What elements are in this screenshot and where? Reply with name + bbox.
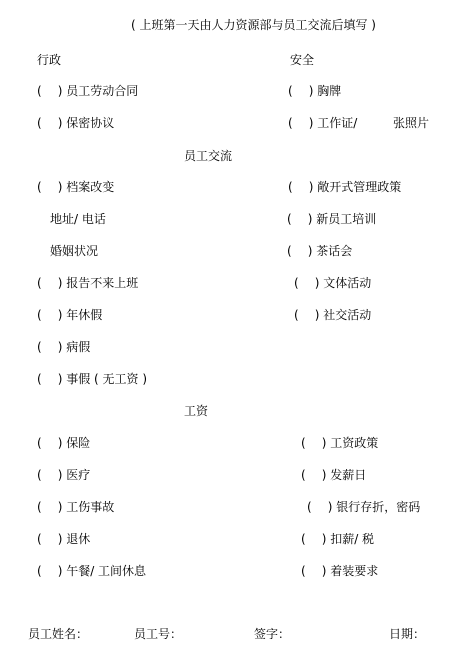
form-header: ( 上班第一天由人力资源部与员工交流后填写 ) [131,18,376,32]
checkbox-close: ) [57,116,63,130]
checkbox-close: ) [57,340,63,354]
checklist-item[interactable] [37,500,114,514]
item-label: 医疗 [66,468,91,482]
item-label: 胸牌 [317,84,342,98]
checklist-item[interactable] [301,532,374,546]
checkbox-open: ( [288,116,293,130]
checkbox-open: ( [37,372,42,386]
item-label: 退休 [66,532,91,546]
item-label: 事假 ( 无工资 ) [66,372,148,386]
checklist-item[interactable] [37,116,114,130]
item-label: 地址/ 电话 [50,212,106,226]
checkbox-open: ( [287,212,292,226]
item-label: 午餐/ 工间休息 [66,564,147,578]
date-label: 日期： [389,627,426,641]
checkbox-close: ) [314,308,320,322]
checkbox-open: ( [301,436,306,450]
checkbox-open: ( [37,340,42,354]
checkbox-open: ( [287,244,292,258]
checkbox-close: ) [57,564,63,578]
checkbox-close: ) [321,532,327,546]
item-label: 年休假 [66,308,103,322]
checkbox-close: ) [308,116,314,130]
checklist-item[interactable] [37,436,90,450]
checkbox-open: ( [37,468,42,482]
checklist-item[interactable] [37,372,147,386]
checkbox-open: ( [301,564,306,578]
checkbox-open: ( [37,84,42,98]
item-label: 新员工培训 [316,212,377,226]
item-label: 扣薪/ 税 [330,532,375,546]
checklist-item[interactable] [288,116,357,130]
checklist-item[interactable] [288,180,401,194]
checklist-item[interactable] [37,180,114,194]
signature-label: 签字： [254,627,291,641]
checkbox-close: ) [321,468,327,482]
checklist-item[interactable] [301,468,366,482]
section-communication: 员工交流 [184,149,233,163]
checkbox-close: ) [57,84,63,98]
item-label: 保密协议 [66,116,115,130]
checklist-item[interactable] [294,276,371,290]
checklist-item[interactable] [287,244,352,258]
item-label: 文体活动 [323,276,372,290]
checkbox-open: ( [37,500,42,514]
section-salary: 工资 [184,404,209,418]
checkbox-close: ) [57,468,63,482]
item-label: 社交活动 [323,308,372,322]
checkbox-open: ( [37,116,42,130]
checkbox-open: ( [294,308,299,322]
item-label: 工资政策 [330,436,379,450]
employee-name-label: 员工姓名： [28,627,89,641]
checkbox-open: ( [301,468,306,482]
checklist-item[interactable] [37,340,90,354]
item-label: 茶话会 [316,244,353,258]
item-label: 档案改变 [66,180,115,194]
checkbox-close: ) [314,276,320,290]
checklist-item[interactable] [37,276,138,290]
item-label: 婚姻状况 [50,244,99,258]
checkbox-open: ( [37,276,42,290]
checklist-item[interactable] [37,532,90,546]
checklist-item[interactable] [287,212,376,226]
checkbox-close: ) [308,84,314,98]
checklist-item[interactable] [301,436,378,450]
item-label: 工作证/ [317,116,358,130]
employee-id-label: 员工号： [134,627,183,641]
checkbox-close: ) [57,436,63,450]
item-label-photo: 张照片 [393,116,430,130]
checkbox-close: ) [307,212,313,226]
item-label: 员工劳动合同 [66,84,139,98]
section-safety: 安全 [290,53,315,67]
checkbox-open: ( [307,500,312,514]
item-label: 着装要求 [330,564,379,578]
item-label: 保险 [66,436,91,450]
checkbox-open: ( [37,532,42,546]
checkbox-close: ) [57,180,63,194]
checkbox-open: ( [37,564,42,578]
checkbox-close: ) [307,244,313,258]
checklist-item[interactable] [37,564,146,578]
checkbox-close: ) [321,564,327,578]
checkbox-open: ( [288,180,293,194]
checkbox-open: ( [37,308,42,322]
checkbox-close: ) [321,436,327,450]
checkbox-close: ) [57,532,63,546]
checklist-item[interactable] [307,500,420,514]
checklist-item[interactable] [37,468,90,482]
checklist-item[interactable] [288,84,341,98]
checklist-item[interactable] [301,564,378,578]
checkbox-close: ) [57,276,63,290]
item-label: 银行存折，密码 [336,500,421,514]
item-label: 报告不来上班 [66,276,139,290]
item-label: 发薪日 [330,468,367,482]
checkbox-open: ( [37,436,42,450]
checkbox-close: ) [57,308,63,322]
checklist-item[interactable] [37,308,102,322]
checkbox-open: ( [301,532,306,546]
checkbox-close: ) [57,500,63,514]
checkbox-open: ( [288,84,293,98]
checkbox-close: ) [327,500,333,514]
checkbox-close: ) [57,372,63,386]
checkbox-open: ( [37,180,42,194]
item-label: 病假 [66,340,91,354]
item-label: 敞开式管理政策 [317,180,402,194]
checkbox-close: ) [308,180,314,194]
checklist-item[interactable] [37,84,138,98]
section-admin: 行政 [37,53,62,67]
checkbox-open: ( [294,276,299,290]
item-label: 工伤事故 [66,500,115,514]
checklist-item[interactable] [294,308,371,322]
